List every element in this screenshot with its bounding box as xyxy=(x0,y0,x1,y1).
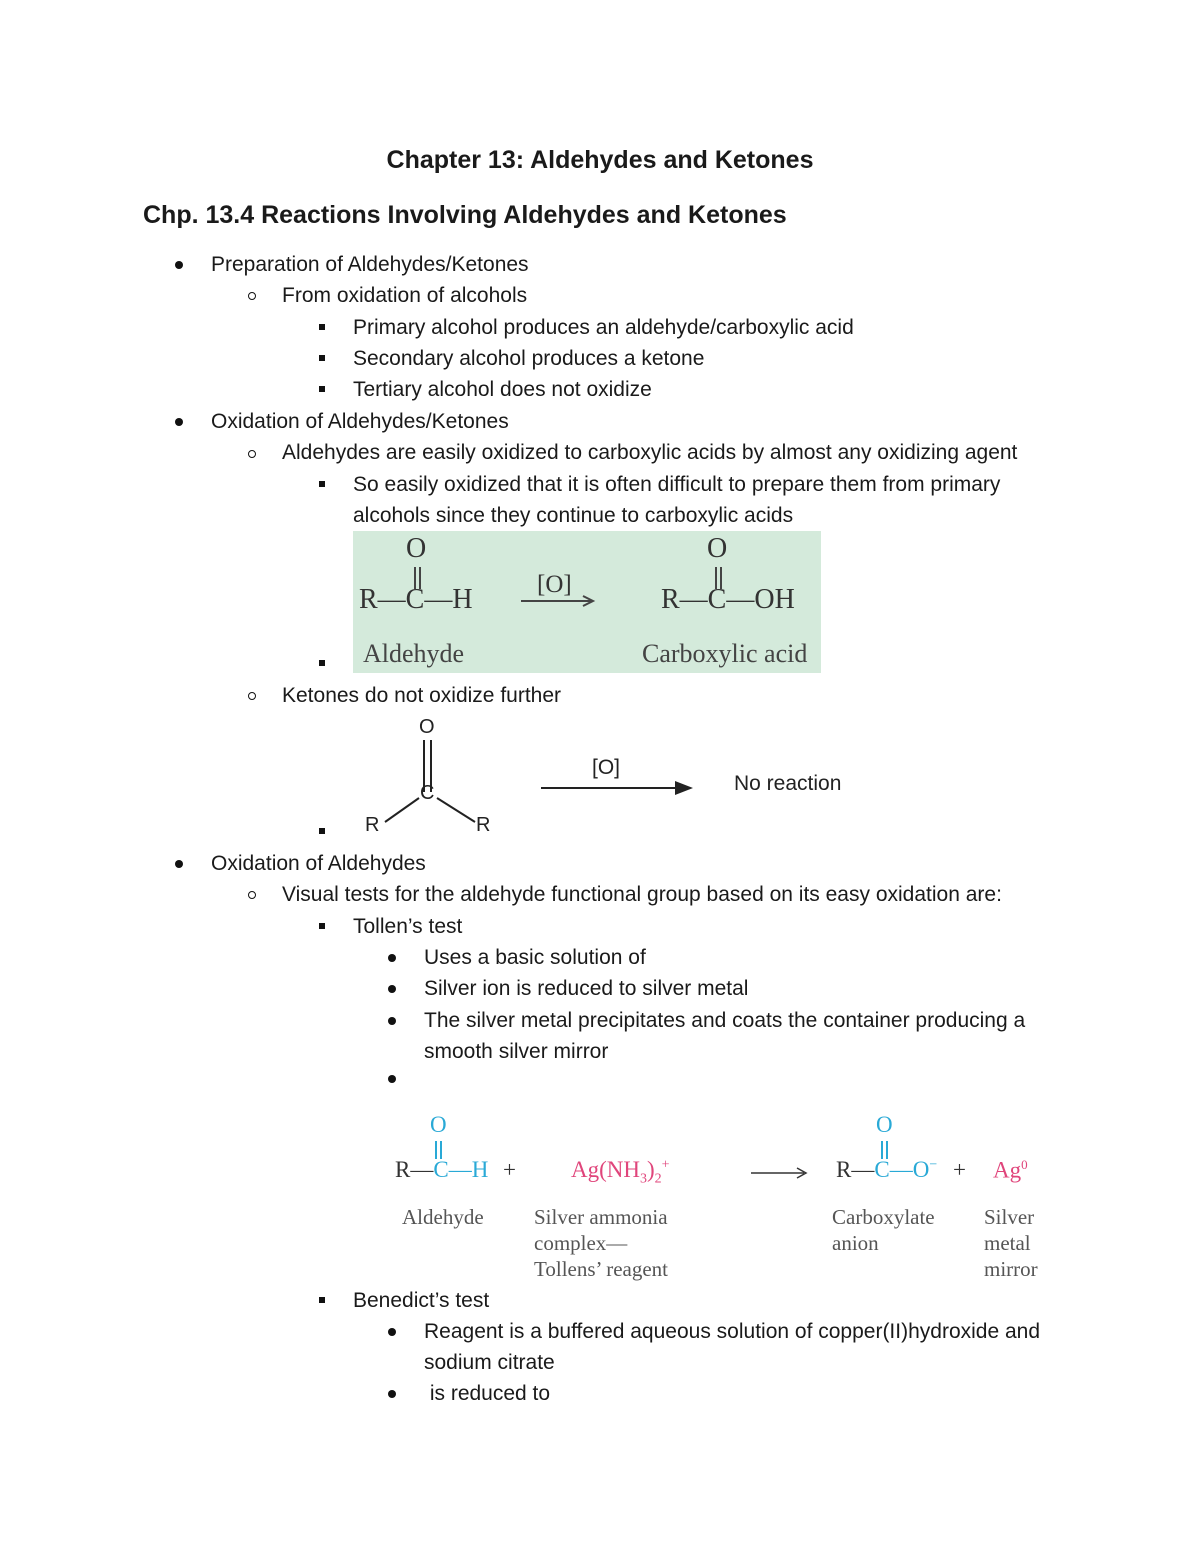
bullet-disc xyxy=(388,954,396,962)
no-reaction-label: No reaction xyxy=(734,772,842,795)
bullet-circle xyxy=(248,450,256,458)
list-item-preparation: Preparation of Aldehydes/Ketones xyxy=(211,253,529,276)
silver-complex-main: Ag(NH xyxy=(571,1157,640,1182)
label-line: anion xyxy=(832,1231,879,1255)
bullet-square xyxy=(319,660,325,666)
bullet-disc xyxy=(388,1328,396,1336)
bullet-square xyxy=(319,481,325,487)
list-item-secondary-alcohol: Secondary alcohol produces a ketone xyxy=(353,347,705,370)
reaction-arrow-icon xyxy=(539,778,699,798)
section-heading: Chp. 13.4 Reactions Involving Aldehydes and Ketones xyxy=(143,201,787,229)
silver-symbol: Ag xyxy=(993,1157,1022,1183)
bullet-disc xyxy=(175,860,183,868)
list-item-from-oxidation: From oxidation of alcohols xyxy=(282,284,528,307)
bullet-disc xyxy=(175,418,183,426)
label-line: complex— xyxy=(534,1231,628,1255)
carbon-label: C xyxy=(420,782,435,804)
ketone-no-reaction-figure xyxy=(355,714,855,840)
list-item-oxidation-aldehydes-ketones: Oxidation of Aldehydes/Ketones xyxy=(211,410,509,433)
bullet-square xyxy=(319,923,325,929)
silver-complex-close: ) xyxy=(647,1157,655,1182)
oxygen-label: O xyxy=(406,533,427,564)
page-title: Chapter 13: Aldehydes and Ketones xyxy=(386,146,814,174)
oxygen-label: O xyxy=(430,1112,447,1137)
label-line: Tollens’ reagent xyxy=(534,1257,668,1281)
carboxylate-label xyxy=(832,1204,935,1256)
bullet-square xyxy=(319,355,325,361)
r-group-label: R xyxy=(476,814,491,836)
bullet-disc xyxy=(388,1390,396,1398)
list-item-tollens-test: Tollen’s test xyxy=(353,915,463,938)
label-line: Carboxylate xyxy=(832,1205,935,1229)
label-line: metal xyxy=(984,1231,1031,1255)
tollens-reaction-figure xyxy=(395,1112,1095,1292)
aldehyde-formula: R—C—H xyxy=(359,584,473,615)
r-group-label: R— xyxy=(395,1157,434,1182)
bullet-disc xyxy=(388,1017,396,1025)
aldehyde-formula xyxy=(395,1157,488,1183)
list-item-benedicts-test: Benedict’s test xyxy=(353,1289,490,1312)
list-item-precipitates-line1: The silver metal precipitates and coats the container producing a xyxy=(424,1009,1026,1032)
silver-metal-formula xyxy=(993,1157,1028,1184)
list-item-silver-ion: Silver ion is reduced to silver metal xyxy=(424,977,749,1000)
tollens-reagent-formula xyxy=(571,1157,670,1188)
bullet-circle xyxy=(248,692,256,700)
label-line: Silver xyxy=(984,1205,1035,1229)
silver-mirror-label xyxy=(984,1204,1038,1282)
bullet-square xyxy=(319,324,325,330)
label-line: mirror xyxy=(984,1257,1038,1281)
hydrogen-label: —H xyxy=(448,1157,489,1182)
bullet-square xyxy=(319,386,325,392)
list-item-precipitates-line2: smooth silver mirror xyxy=(424,1040,609,1063)
list-item-so-easily-line1: So easily oxidized that it is often difficult to prepare them from primary xyxy=(353,473,1001,496)
bullet-circle xyxy=(248,292,256,300)
aldehyde-label: Aldehyde xyxy=(402,1205,484,1229)
plus-sign: + xyxy=(953,1157,966,1182)
list-item-ketones-no-oxidize: Ketones do not oxidize further xyxy=(282,684,562,707)
list-item-tertiary-alcohol: Tertiary alcohol does not oxidize xyxy=(353,378,652,401)
oxidant-label: [O] xyxy=(592,756,621,779)
reaction-arrow-icon xyxy=(519,593,599,609)
bullet-square xyxy=(319,1297,325,1303)
list-item-is-reduced: is reduced to xyxy=(424,1382,551,1405)
bullet-square xyxy=(319,828,325,834)
aldehyde-oxidation-figure xyxy=(353,531,821,673)
oxygen-anion-label: —O xyxy=(889,1157,930,1182)
carboxylic-acid-formula: R—C—OH xyxy=(661,584,795,615)
list-item-oxidation-aldehydes: Oxidation of Aldehydes xyxy=(211,852,426,875)
carboxylate-formula xyxy=(836,1157,937,1183)
superscript: 0 xyxy=(1021,1157,1028,1172)
superscript: + xyxy=(661,1157,670,1173)
plus-sign: + xyxy=(503,1157,516,1182)
carbon-label: C xyxy=(433,1157,449,1182)
superscript: − xyxy=(929,1157,938,1173)
bullet-disc xyxy=(175,261,183,269)
subscript: 2 xyxy=(654,1171,662,1187)
oxygen-label: O xyxy=(707,533,728,564)
bullet-disc xyxy=(388,985,396,993)
list-item-aldehydes-easily-oxidized: Aldehydes are easily oxidized to carboxylic acids by almost any oxidizing agent xyxy=(282,441,1018,464)
list-item-visual-tests: Visual tests for the aldehyde functional group based on its easy oxidation are: xyxy=(282,883,1002,906)
reaction-arrow-icon xyxy=(750,1166,810,1180)
label-line: Silver ammonia xyxy=(534,1205,668,1229)
oxygen-label: O xyxy=(419,716,435,738)
subscript: 3 xyxy=(640,1171,647,1187)
carbon-label: C xyxy=(874,1157,890,1182)
r-group-label: R xyxy=(365,814,380,836)
list-item-so-easily-line2: alcohols since they continue to carboxylic acids xyxy=(353,504,794,527)
list-item-reagent-line1: Reagent is a buffered aqueous solution of copper(II)hydroxide and xyxy=(424,1320,1041,1343)
oxygen-label: O xyxy=(876,1112,893,1137)
ketone-bonds xyxy=(379,792,489,828)
oxidant-label: [O] xyxy=(537,571,572,598)
list-item-primary-alcohol: Primary alcohol produces an aldehyde/carboxylic acid xyxy=(353,316,854,339)
silver-complex-label xyxy=(534,1204,668,1282)
list-item-reagent-line2: sodium citrate xyxy=(424,1351,555,1374)
list-item-basic-solution: Uses a basic solution of xyxy=(424,946,646,969)
bullet-disc xyxy=(388,1075,396,1083)
carboxylic-acid-label: Carboxylic acid xyxy=(642,639,808,668)
bullet-circle xyxy=(248,891,256,899)
aldehyde-label: Aldehyde xyxy=(363,639,465,668)
r-group-label: R— xyxy=(836,1157,875,1182)
